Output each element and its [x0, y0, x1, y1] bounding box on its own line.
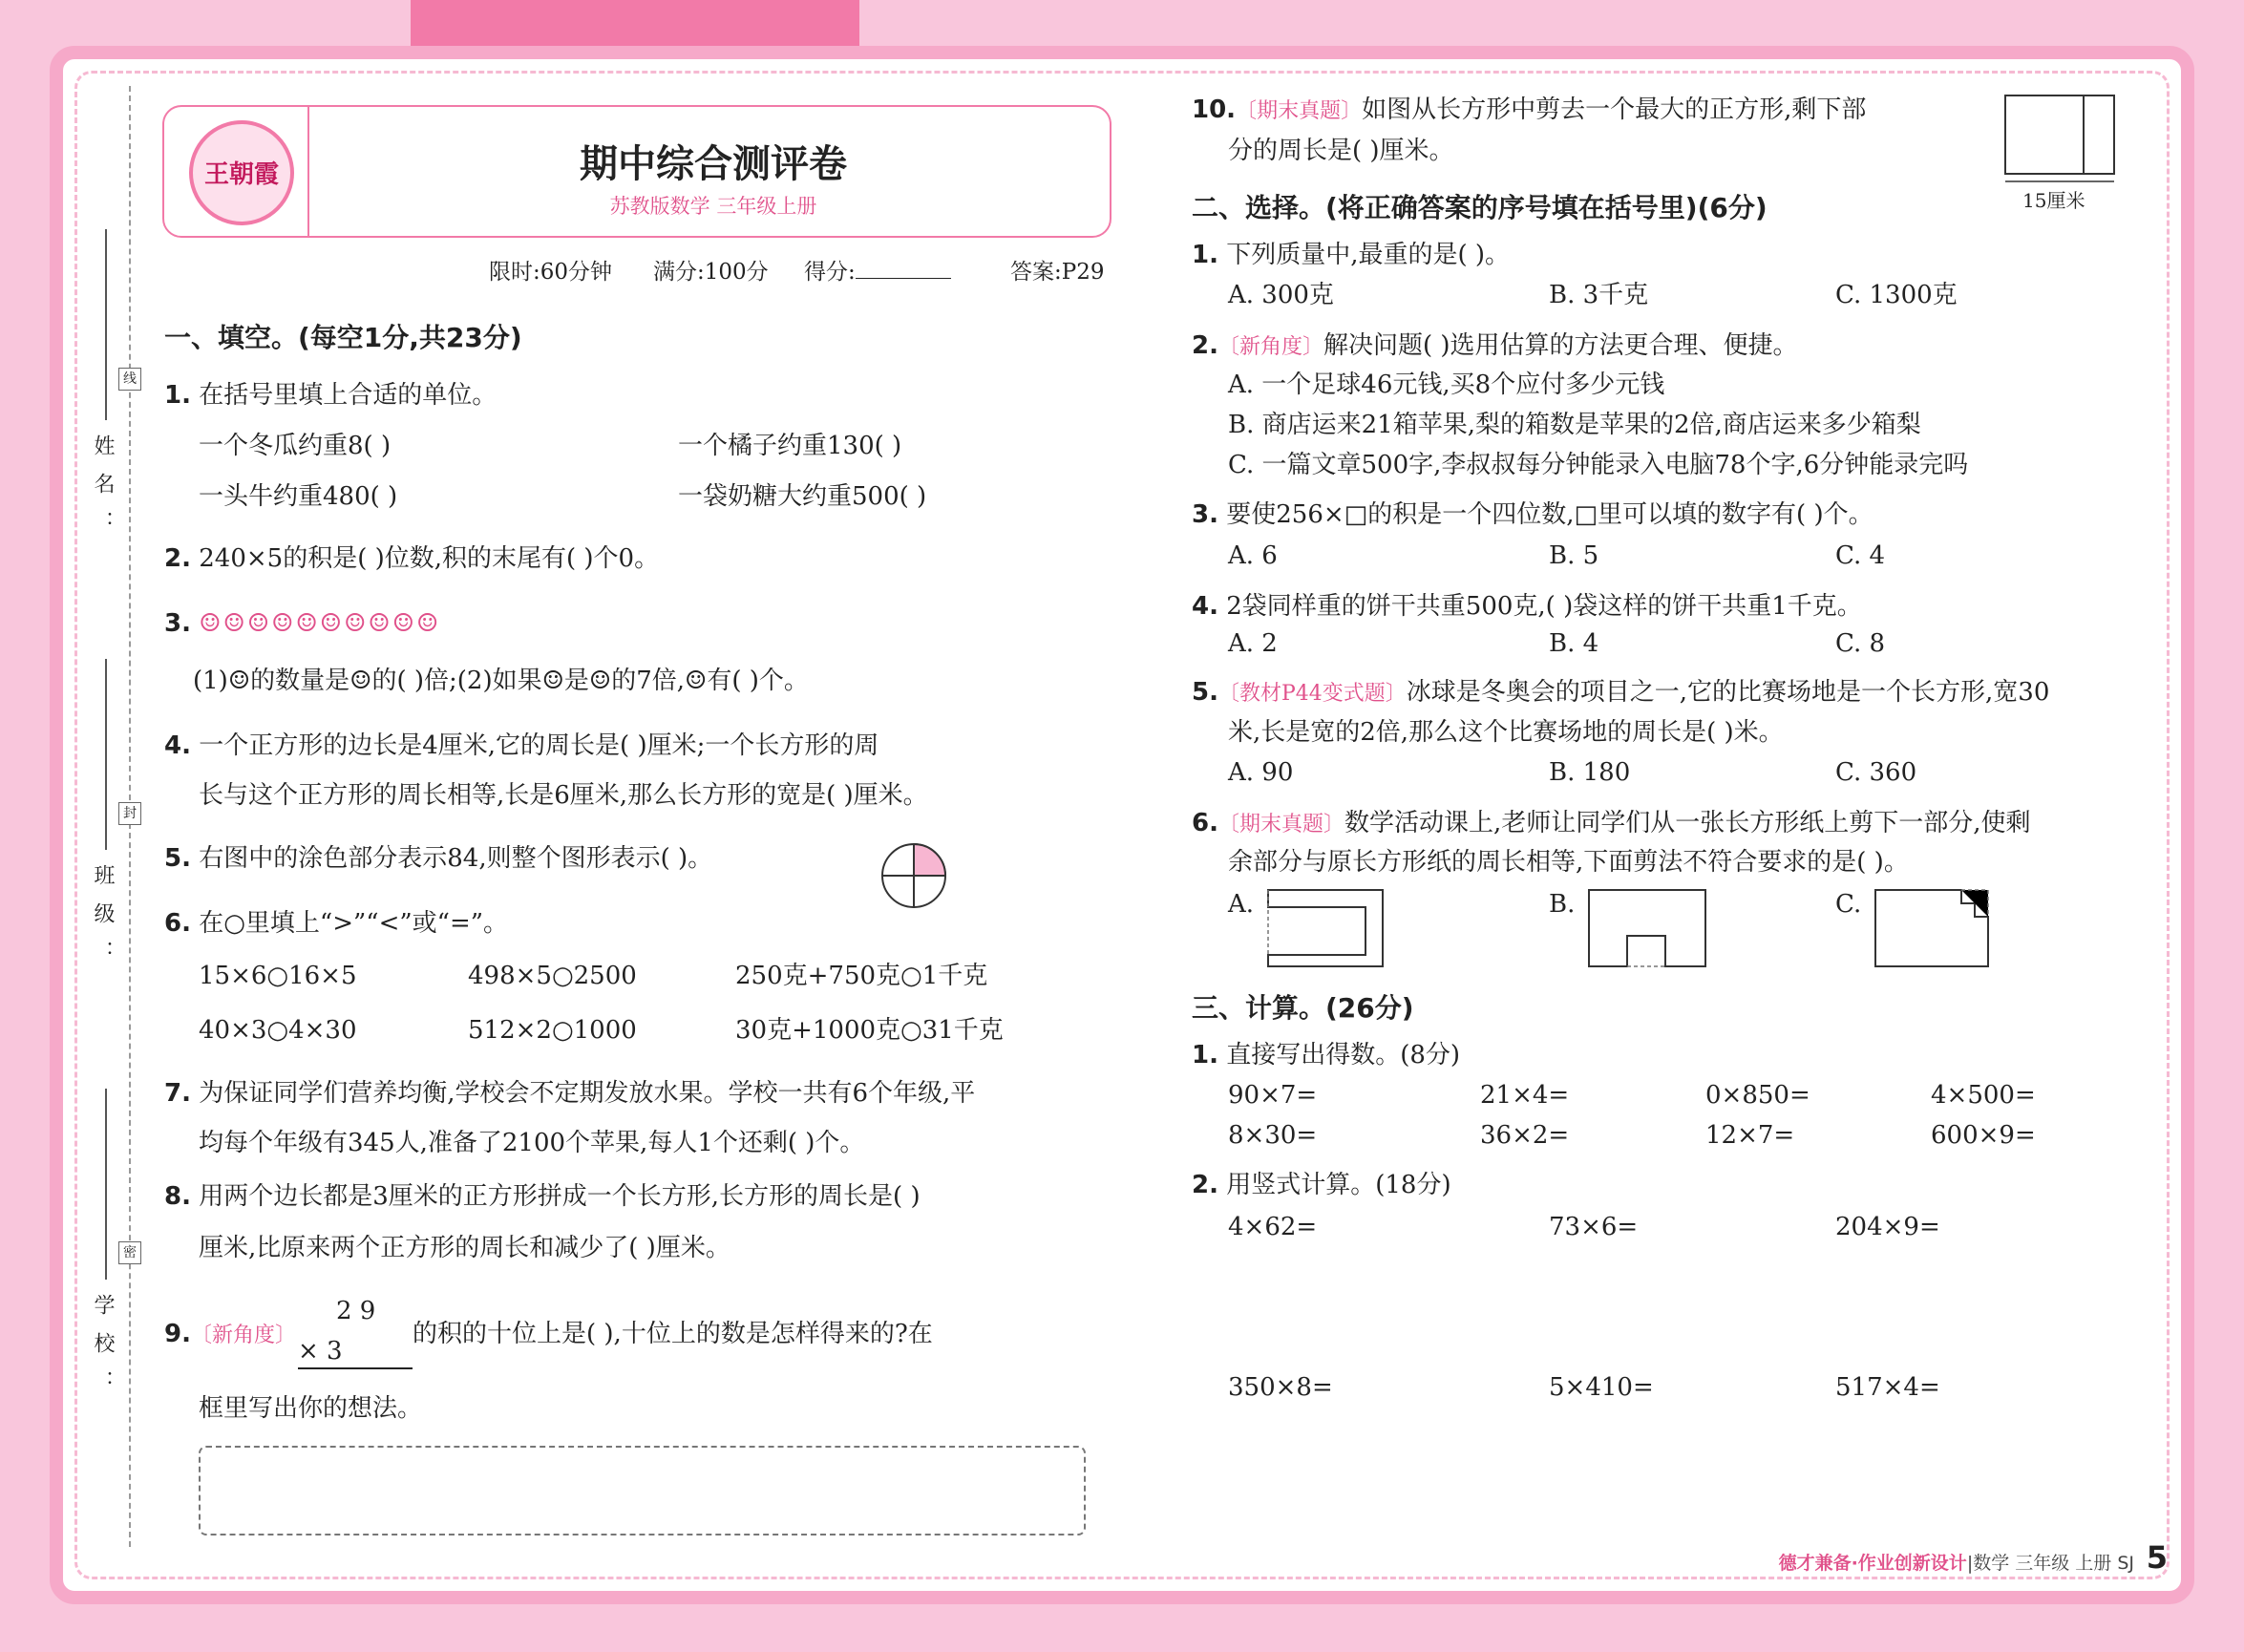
q-number: 7. [164, 1079, 191, 1108]
q-number: 2. [164, 544, 191, 573]
q-number: 1. [1192, 241, 1218, 269]
option-c[interactable]: C. 8 [1835, 629, 1886, 658]
rect-dimension-label: 15厘米 [2022, 189, 2085, 212]
q-number: 4. [1192, 592, 1218, 621]
page-subtitle: 苏教版数学 三年级上册 [609, 195, 817, 218]
q-text: 下列质量中,最重的是( )。 [1226, 241, 1511, 269]
q-text: 用竖式计算。(18分) [1226, 1171, 1451, 1199]
q4 [164, 730, 879, 762]
q-text: 直接写出得数。(8分) [1226, 1041, 1461, 1070]
cut-figure-b [1587, 886, 1711, 970]
meta-score-label: 得分: [804, 260, 856, 285]
q9-multiplier: × 3 [298, 1335, 413, 1369]
q6-item: 250克+750克○1千克 [735, 962, 988, 990]
vertical-calc-item: 517×4= [1835, 1373, 1940, 1402]
q10 [1192, 94, 1866, 128]
name-line [105, 229, 107, 420]
q-number: 3. [164, 609, 191, 638]
option-c[interactable]: C. 1300克 [1835, 281, 1958, 309]
q7 [164, 1077, 975, 1110]
q9-text: 的积的十位上是( ),十位上的数是怎样得来的?在 [413, 1320, 933, 1348]
calc-item: 36×2= [1480, 1121, 1570, 1150]
section-3-heading: 三、计算。(26分) [1192, 992, 1414, 1024]
seal-mark: 封 [118, 802, 141, 825]
c3 [1192, 498, 1874, 531]
q-number: 3. [1192, 500, 1218, 529]
q-text: 240×5的积是( )位数,积的末尾有( )个0。 [199, 544, 660, 573]
q1-item: 一个橘子约重130( ) [678, 432, 902, 460]
option-b[interactable]: B. 3千克 [1549, 281, 1649, 309]
q-tag: 〔新角度〕 [190, 1324, 296, 1347]
q-text: 右图中的涂色部分表示84,则整个图形表示( )。 [199, 844, 713, 873]
option-a[interactable]: A. 300克 [1228, 281, 1334, 309]
vertical-calc-item: 4×62= [1228, 1213, 1318, 1241]
option-a[interactable]: A. 6 [1228, 541, 1278, 570]
q-text: 冰球是冬奥会的项目之一,它的比赛场地是一个长方形,宽30 [1406, 678, 2050, 707]
meta-time: 限时:60分钟 [489, 260, 613, 285]
q6-item: 498×5○2500 [468, 962, 637, 990]
q9-line2: 框里写出你的想法。 [199, 1394, 423, 1423]
option-a[interactable]: A. 90 [1228, 758, 1294, 787]
option-c[interactable]: C. 4 [1835, 541, 1886, 570]
q2 [164, 542, 659, 575]
option-c[interactable]: C. [1835, 890, 1862, 919]
q6-item: 15×6○16×5 [199, 962, 357, 990]
section-1-heading: 一、填空。(每空1分,共23分) [164, 322, 522, 353]
q-tag: 〔期末真题〕 [1217, 813, 1344, 837]
q-text: 用两个边长都是3厘米的正方形拼成一个长方形,长方形的周长是( ) [199, 1182, 921, 1211]
logo-text: 王朝霞 [203, 160, 279, 189]
c4 [1192, 590, 1862, 623]
footer [1779, 1549, 2134, 1575]
q-tag: 〔教材P44变式题〕 [1217, 682, 1407, 706]
q-number: 6. [1192, 809, 1218, 837]
footer-info: |数学 三年级 上册 SJ [1966, 1553, 2134, 1574]
option-b[interactable]: B. 4 [1549, 629, 1599, 658]
calc-item: 8×30= [1228, 1121, 1318, 1150]
page-title: 期中综合测评卷 [580, 142, 847, 186]
q6 [164, 907, 508, 940]
vertical-calc-item: 350×8= [1228, 1373, 1333, 1402]
calc-item: 600×9= [1931, 1121, 2036, 1150]
c2 [1192, 329, 1798, 364]
q-text: 一个正方形的边长是4厘米,它的周长是( )厘米;一个长方形的周 [199, 731, 879, 760]
option-a[interactable]: A. 2 [1228, 629, 1278, 658]
title-box [162, 105, 1111, 238]
cut-figure-a [1266, 886, 1390, 970]
calc-item: 21×4= [1480, 1081, 1570, 1110]
footer-brand: 德才兼备·作业创新设计 [1778, 1553, 1967, 1574]
q1-item: 一袋奶糖大约重500( ) [678, 482, 927, 511]
meta-answer: 答案:P29 [1010, 260, 1105, 285]
section-2-heading: 二、选择。(将正确答案的序号填在括号里)(6分) [1192, 192, 1768, 223]
q10-line2: 分的周长是( )厘米。 [1228, 137, 1454, 165]
q-number: 5. [1192, 678, 1218, 707]
q8 [164, 1180, 921, 1213]
calc-item: 4×500= [1931, 1081, 2036, 1110]
q-text: 2袋同样重的饼干共重500克,( )袋这样的饼干共重1千克。 [1226, 592, 1862, 621]
q-text: 为保证同学们营养均衡,学校会不定期发放水果。学校一共有6个年级,平 [199, 1079, 976, 1108]
q-number: 2. [1192, 1171, 1218, 1199]
q-text: 如图从长方形中剪去一个最大的正方形,剩下部 [1362, 95, 1867, 124]
q1-item: 一头牛约重480( ) [199, 482, 398, 511]
q-number: 10. [1192, 95, 1237, 124]
school-line [105, 1089, 107, 1280]
q9 [164, 1318, 296, 1352]
school-label: 学校： [91, 1294, 115, 1408]
q3-text: (1)☺的数量是☺的( )倍;(2)如果☺是☺的7倍,☺有( )个。 [193, 667, 809, 695]
vertical-calc-item: 204×9= [1835, 1213, 1940, 1241]
c6 [1192, 807, 2031, 841]
q8-line2: 厘米,比原来两个正方形的周长和减少了( )厘米。 [199, 1234, 730, 1262]
q-number: 6. [164, 909, 191, 938]
q3 [164, 607, 440, 640]
seal-mark: 密 [118, 1241, 141, 1264]
q-text: 数学活动课上,老师让同学们从一张长方形纸上剪下一部分,使剩 [1344, 809, 2031, 837]
q-text: 在括号里填上合适的单位。 [199, 381, 497, 410]
q-number: 9. [164, 1320, 191, 1348]
q-text: 要使256×□的积是一个四位数,□里可以填的数字有( )个。 [1226, 500, 1874, 529]
q-tag: 〔新角度〕 [1217, 335, 1323, 359]
name-label: 姓名： [91, 434, 115, 549]
q-number: 2. [1192, 331, 1218, 360]
option-a[interactable]: A. [1228, 890, 1255, 919]
face-icons: ☺☺☺☺☺☺☺☺☺☺ [199, 609, 441, 638]
q-number: 8. [164, 1182, 191, 1211]
calc-item: 0×850= [1705, 1081, 1810, 1110]
meta-full-score: 满分:100分 [653, 260, 769, 285]
option-b[interactable]: B. [1549, 890, 1576, 919]
q-tag: 〔期末真题〕 [1236, 99, 1363, 123]
vertical-calc-item: 5×410= [1549, 1373, 1654, 1402]
q-text: 解决问题( )选用估算的方法更合理、便捷。 [1323, 331, 1798, 360]
q7-line2: 均每个年级有345人,准备了2100个苹果,每人1个还剩( )个。 [199, 1129, 865, 1157]
seal-mark: 线 [118, 368, 141, 391]
class-line [105, 659, 107, 850]
option-a[interactable]: A. 一个足球46元钱,买8个应付多少元钱 [1228, 371, 1665, 399]
k1 [1192, 1039, 1460, 1071]
cut-figure-c [1874, 886, 1998, 970]
shaded-quarter [914, 844, 945, 876]
q-number: 5. [164, 844, 191, 873]
q-text: 在○里填上“>”“<”或“=”。 [199, 909, 509, 938]
title-divider [307, 107, 309, 236]
figure-c-shape [1875, 890, 1988, 966]
q6-item: 30克+1000克○31千克 [735, 1016, 1004, 1045]
q-number: 1. [1192, 1041, 1218, 1070]
option-c[interactable]: C. 一篇文章500字,李叔叔每分钟能录入电脑78个字,6分钟能录完吗 [1228, 451, 1969, 479]
q-number: 1. [164, 381, 191, 410]
answer-box[interactable] [199, 1446, 1086, 1536]
c1 [1192, 239, 1510, 271]
option-c[interactable]: C. 360 [1835, 758, 1917, 787]
q6-item: 512×2○1000 [468, 1016, 637, 1045]
calc-item: 12×7= [1705, 1121, 1795, 1150]
q1 [164, 379, 497, 412]
q1-item: 一个冬瓜约重8( ) [199, 432, 392, 460]
option-b[interactable]: B. 180 [1549, 758, 1631, 787]
brand-logo [189, 120, 294, 225]
option-b[interactable]: B. 5 [1549, 541, 1599, 570]
k2 [1192, 1169, 1451, 1201]
quarter-circle-figure [880, 842, 947, 909]
class-label: 班级： [91, 864, 115, 979]
c5-line2: 米,长是宽的2倍,那么这个比赛场地的周长是( )米。 [1228, 718, 1784, 747]
calc-item: 90×7= [1228, 1081, 1318, 1110]
figure-b-shape [1589, 890, 1705, 966]
q-number: 4. [164, 731, 191, 760]
vertical-calc-item: 73×6= [1549, 1213, 1639, 1241]
c6-line2: 余部分与原长方形纸的周长相等,下面剪法不符合要求的是( )。 [1228, 848, 1909, 877]
score-blank[interactable] [856, 259, 951, 279]
page-number: 5 [2146, 1539, 2168, 1576]
option-b[interactable]: B. 商店运来21箱苹果,梨的箱数是苹果的2倍,商店运来多少箱梨 [1228, 411, 1921, 439]
q6-item: 40×3○4×30 [199, 1016, 357, 1045]
q9-multiplicand: 2 9 [336, 1297, 376, 1325]
meta-score [804, 256, 951, 288]
q5 [164, 842, 712, 875]
figure-a-shape [1268, 890, 1383, 966]
c5 [1192, 676, 2049, 710]
rect-outline [2005, 95, 2114, 174]
q4-line2: 长与这个正方形的周长相等,长是6厘米,那么长方形的宽是( )厘米。 [199, 781, 928, 810]
